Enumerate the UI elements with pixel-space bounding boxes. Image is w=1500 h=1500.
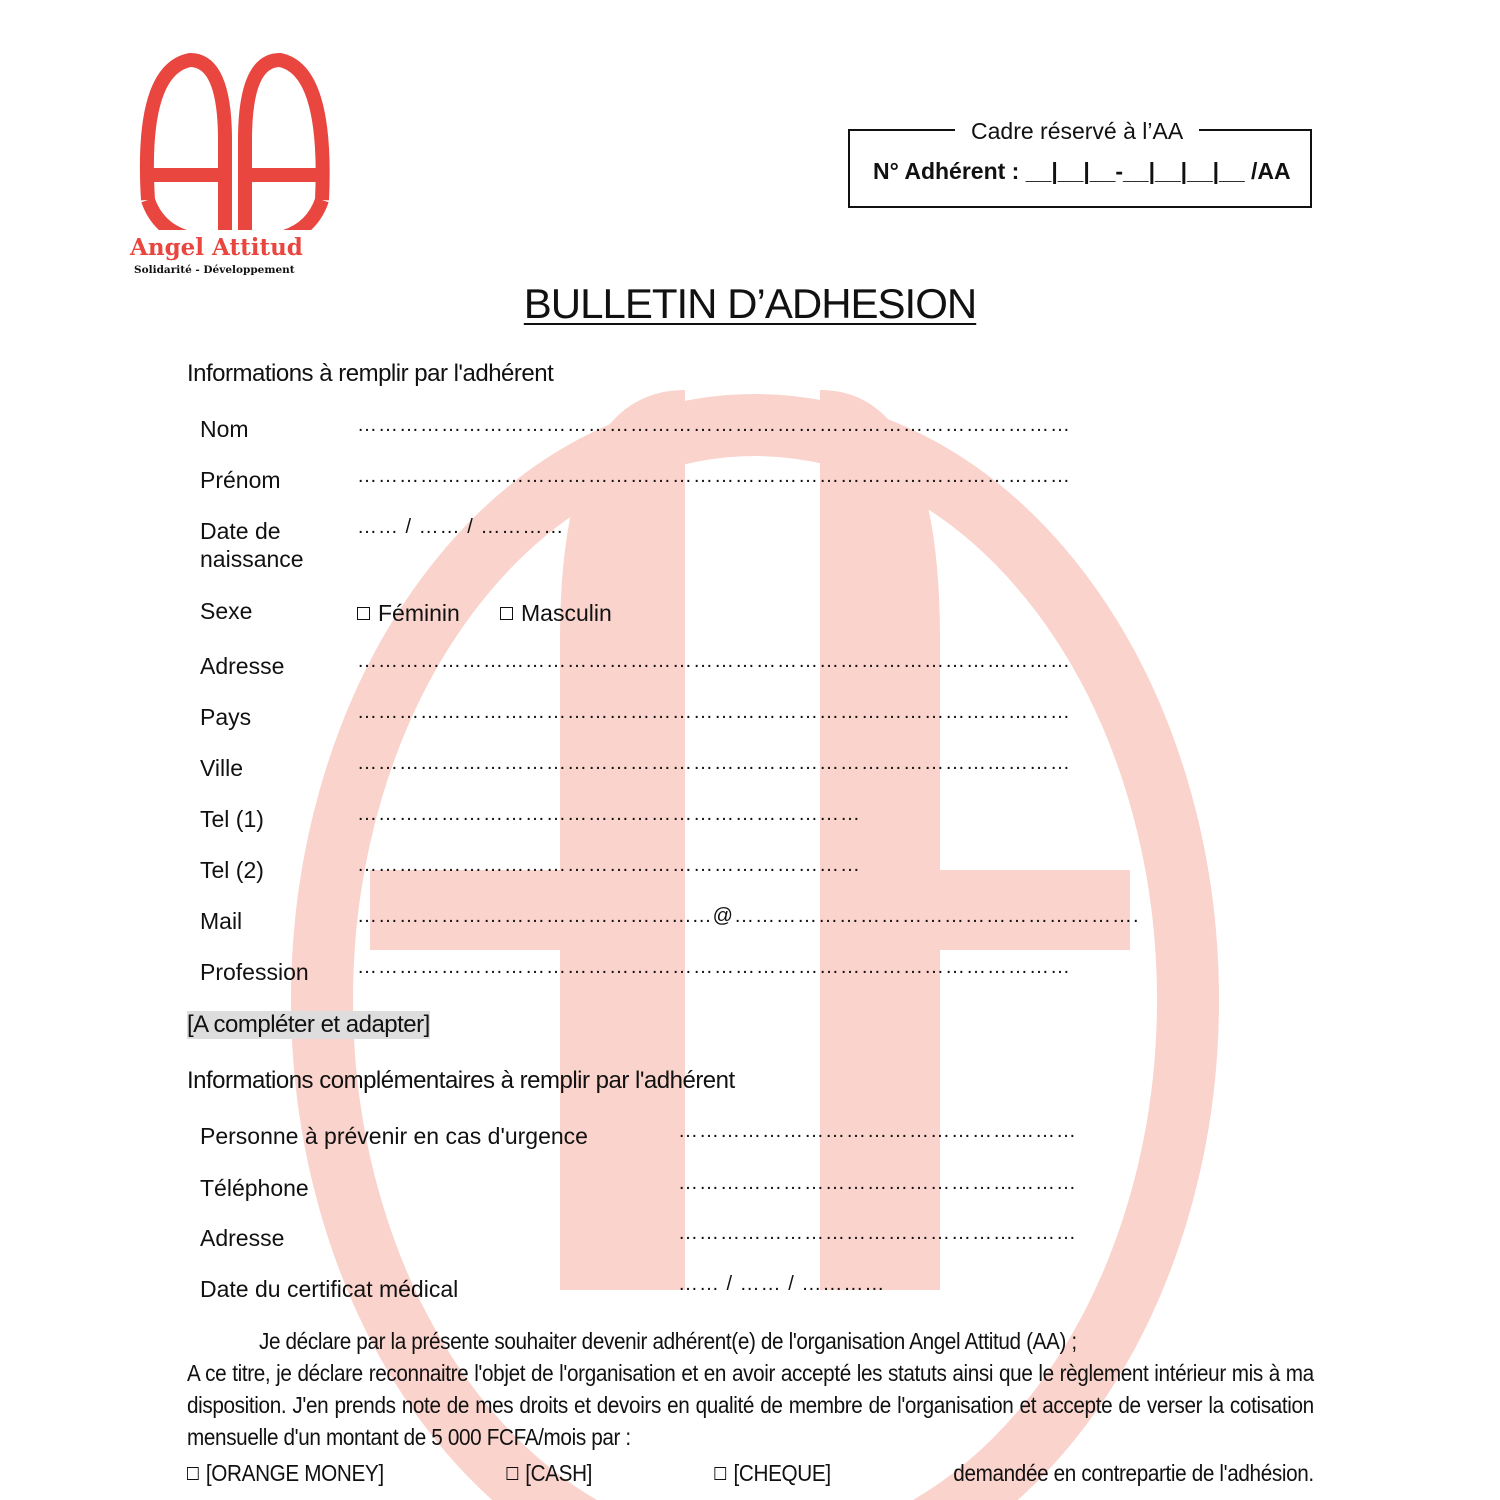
field-pays[interactable]: …………………………………………………………………………………………: [357, 701, 1071, 723]
page-title-text: BULLETIN D’ADHESION: [523, 280, 977, 327]
field-nom[interactable]: …………………………………………………………………………………………: [357, 414, 1071, 436]
label-adresse-urgence: Adresse: [200, 1225, 285, 1251]
checkbox-icon[interactable]: [506, 1467, 518, 1480]
declaration-line1: Je déclare par la présente souhaiter devenir adhérent(e) de l'organisation Angel Attitud (AA) ;: [259, 1328, 1077, 1354]
logo: [130, 50, 340, 280]
field-adresse-urgence[interactable]: …………………………………………………: [678, 1222, 1077, 1244]
field-adresse[interactable]: …………………………………………………………………………………………: [357, 650, 1071, 672]
checkbox-icon[interactable]: [500, 607, 513, 620]
field-urgence[interactable]: …………………………………………………: [678, 1120, 1077, 1142]
section1-heading: Informations à remplir par l'adhérent: [187, 360, 554, 387]
option-label: [CASH]: [525, 1460, 593, 1486]
label-certificat: Date du certificat médical: [200, 1276, 459, 1302]
section2-heading: Informations complémentaires à remplir par l'adhérent: [187, 1067, 735, 1094]
adapt-note: [A compléter et adapter]: [187, 1011, 430, 1038]
field-tel1[interactable]: ………………………………………………………………: [357, 803, 861, 825]
logo-aa-icon: [130, 50, 340, 230]
label-date-naissance: Date de naissance: [200, 518, 304, 572]
option-label: Masculin: [521, 600, 612, 626]
checkbox-icon[interactable]: [187, 1467, 199, 1480]
declaration-body: A ce titre, je déclare reconnaitre l'objet de l'organisation et en avoir accepté les statuts ainsi que le règlement intérieur mis à ma disposition. J'en prends note de mes droits et devoirs en qualité de membre de l'organisation et accepte de verser la cotisation mensuelle d'un montant de 5 000 FCFA/mois par :: [187, 1360, 1314, 1450]
field-mail[interactable]: ………………………………………...…@………………………………………………….: [357, 905, 1140, 927]
field-tel2[interactable]: ………………………………………………………………: [357, 854, 861, 876]
payment-cheque[interactable]: [715, 1458, 831, 1488]
label-mail: Mail: [200, 908, 243, 934]
logo-brand: Angel Attitud: [130, 234, 303, 261]
option-label: [ORANGE MONEY]: [205, 1460, 384, 1486]
payment-orange-money[interactable]: [187, 1458, 384, 1488]
checkbox-masculin[interactable]: [500, 600, 612, 627]
label-profession: Profession: [200, 959, 309, 985]
field-telephone[interactable]: …………………………………………………: [678, 1172, 1077, 1194]
field-prenom[interactable]: …………………………………………………………………………………………: [357, 465, 1071, 487]
declaration-text: [187, 1325, 1314, 1453]
label-adresse: Adresse: [200, 653, 285, 679]
label-urgence: Personne à prévenir en cas d'urgence: [200, 1123, 588, 1149]
label-tel1: Tel (1): [200, 806, 264, 832]
payment-cash[interactable]: [506, 1458, 592, 1488]
reserved-frame-title: Cadre réservé à l’AA: [955, 118, 1199, 145]
payment-tail: demandée en contrepartie de l'adhésion.: [953, 1460, 1314, 1486]
label-nom: Nom: [200, 416, 249, 442]
label-sexe: Sexe: [200, 598, 253, 624]
payment-options: [187, 1458, 1314, 1488]
label-telephone: Téléphone: [200, 1175, 309, 1201]
label-prenom: Prénom: [200, 467, 281, 493]
checkbox-feminin[interactable]: [357, 600, 460, 627]
label-tel2: Tel (2): [200, 857, 264, 883]
page-title: [0, 280, 1500, 328]
member-number-field[interactable]: N° Adhérent : __|__|__-__|__|__|__ /AA: [873, 158, 1291, 184]
label-ville: Ville: [200, 755, 244, 781]
logo-tagline: Solidarité - Développement: [134, 264, 295, 276]
field-profession[interactable]: …………………………………………………………………………………………: [357, 956, 1071, 978]
field-ville[interactable]: …………………………………………………………………………………………: [357, 752, 1071, 774]
option-label: Féminin: [378, 600, 460, 626]
checkbox-icon[interactable]: [357, 607, 370, 620]
checkbox-icon[interactable]: [715, 1467, 727, 1480]
label-pays: Pays: [200, 704, 252, 730]
field-certificat[interactable]: …… / …… / …………: [678, 1273, 886, 1295]
option-label: [CHEQUE]: [733, 1460, 831, 1486]
field-date-naissance[interactable]: …… / …… / …………: [357, 516, 565, 538]
